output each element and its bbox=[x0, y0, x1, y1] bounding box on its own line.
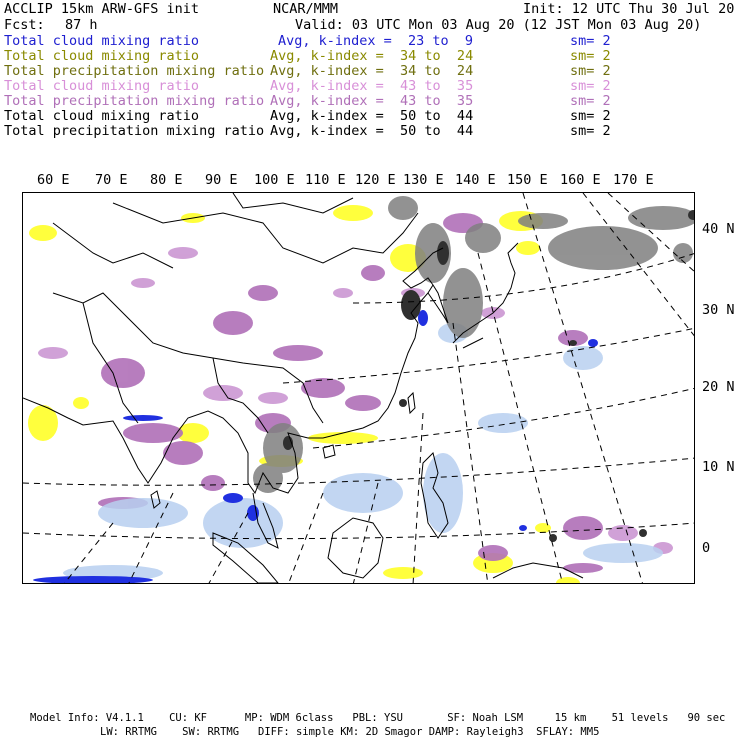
lon-label: 90 E bbox=[205, 172, 238, 188]
lat-label: 30 N bbox=[702, 302, 735, 318]
model-title: ACCLIP 15km ARW-GFS init bbox=[4, 1, 200, 17]
lon-label: 120 E bbox=[355, 172, 396, 188]
legend-avg: Avg, k-index = 50 to 44 bbox=[270, 123, 474, 139]
map-canvas bbox=[23, 193, 695, 584]
lon-label: 170 E bbox=[613, 172, 654, 188]
legend-avg: Avg, k-index = 43 to 35 bbox=[270, 93, 474, 109]
gray-field bbox=[253, 196, 695, 493]
legend-sm: sm= 2 bbox=[570, 123, 611, 139]
lat-label: 20 N bbox=[702, 379, 735, 395]
init-time: Init: 12 UTC Thu 30 Jul 20 bbox=[523, 1, 735, 17]
legend-field: Total cloud mixing ratio bbox=[4, 78, 200, 94]
valid-time: Valid: 03 UTC Mon 03 Aug 20 (12 JST Mon 03 Aug 20) bbox=[295, 17, 702, 33]
model-info-line2: LW: RRTMG SW: RRTMG DIFF: simple KM: 2D Smagor DAMP: Rayleigh3 SFLAY: MM5 bbox=[100, 726, 600, 738]
fcst-value: 87 h bbox=[65, 17, 98, 33]
model-info-line1: Model Info: V4.1.1 CU: KF MP: WDM 6class PBL: YSU SF: Noah LSM 15 km 51 levels 90 sec bbox=[30, 712, 726, 724]
legend-field: Total cloud mixing ratio bbox=[4, 108, 200, 124]
legend-field: Total precipitation mixing ratio bbox=[4, 63, 265, 79]
lon-label: 150 E bbox=[507, 172, 548, 188]
lon-label: 130 E bbox=[403, 172, 444, 188]
lat-label: 10 N bbox=[702, 459, 735, 475]
legend-avg: Avg, k-index = 43 to 35 bbox=[270, 78, 474, 94]
lon-label: 70 E bbox=[95, 172, 128, 188]
legend-sm: sm= 2 bbox=[570, 108, 611, 124]
legend-avg: Avg, k-index = 23 to 9 bbox=[278, 33, 474, 49]
legend-field: Total cloud mixing ratio bbox=[4, 48, 200, 64]
lon-label: 140 E bbox=[455, 172, 496, 188]
legend-avg: Avg, k-index = 34 to 24 bbox=[270, 48, 474, 64]
lon-label: 100 E bbox=[254, 172, 295, 188]
lon-label: 80 E bbox=[150, 172, 183, 188]
legend-field: Total precipitation mixing ratio bbox=[4, 93, 265, 109]
map-panel bbox=[22, 192, 695, 584]
legend-avg: Avg, k-index = 50 to 44 bbox=[270, 108, 474, 124]
legend-sm: sm= 2 bbox=[570, 48, 611, 64]
legend-avg: Avg, k-index = 34 to 24 bbox=[270, 63, 474, 79]
legend-sm: sm= 2 bbox=[570, 63, 611, 79]
lat-label: 40 N bbox=[702, 221, 735, 237]
fcst-label: Fcst: bbox=[4, 17, 45, 33]
org-label: NCAR/MMM bbox=[273, 1, 339, 17]
lon-label: 60 E bbox=[37, 172, 70, 188]
legend-sm: sm= 2 bbox=[570, 93, 611, 109]
legend-sm: sm= 2 bbox=[570, 78, 611, 94]
lon-label: 110 E bbox=[305, 172, 346, 188]
lat-label: 0 bbox=[702, 540, 711, 556]
legend-field: Total precipitation mixing ratio bbox=[4, 123, 265, 139]
lon-label: 160 E bbox=[560, 172, 601, 188]
legend-sm: sm= 2 bbox=[570, 33, 611, 49]
lightblue-field bbox=[63, 323, 663, 581]
legend-field: Total cloud mixing ratio bbox=[4, 33, 200, 49]
